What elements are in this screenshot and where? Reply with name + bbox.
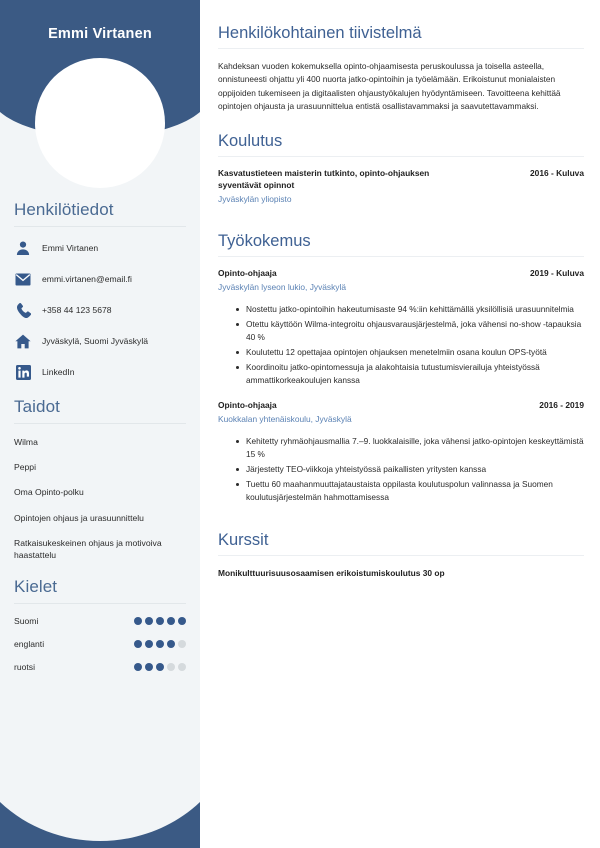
language-name: ruotsi [14, 662, 36, 673]
envelope-icon [14, 270, 32, 288]
contact-value-linkedin: LinkedIn [42, 366, 75, 377]
sidebar-personal-title: Henkilötiedot [14, 200, 114, 219]
spacer [218, 218, 584, 232]
sidebar [0, 0, 200, 848]
main-content [200, 0, 600, 848]
phone-icon [14, 301, 32, 319]
divider [218, 555, 584, 556]
course-name: Monikulttuurisuusosaamisen erikoistumiskoulutus 30 op [218, 568, 445, 579]
section-summary [218, 24, 584, 114]
divider [14, 226, 186, 227]
level-dot [134, 663, 142, 671]
entry-header [218, 168, 584, 192]
education-degree: Kasvatustieteen maisterin tutkinto, opinto-ohjauksen syventävät opinnot [218, 167, 430, 190]
spacer [218, 517, 584, 531]
experience-organization: Kuokkalan yhtenäiskoulu, Jyväskylä [218, 414, 352, 425]
language-name: englanti [14, 639, 45, 650]
sidebar-languages-title: Kielet [14, 577, 58, 597]
experience-dates: 2016 - 2019 [539, 400, 584, 411]
entry-header [218, 400, 584, 412]
contact-value-email: emmi.virtanen@email.fi [42, 273, 132, 284]
bullet-item: Otettu käyttöön Wilma-integroitu ohjausvarausjärjestelmä, joka vähensi no-show -tapauksia 40 % [236, 318, 584, 344]
profile-name [0, 26, 200, 42]
bullet-item: Tuettu 60 maahanmuuttajataustaista oppilasta koulutuspolun valinnassa ja Suomen koulutusjärjestelmän hahmottamisessa [236, 478, 584, 504]
language-row [14, 639, 186, 649]
skill-item: Oma Opinto-polku [14, 487, 84, 498]
skill-item: Wilma [14, 437, 38, 447]
language-level-dots [134, 663, 186, 671]
section-courses [218, 531, 584, 579]
sidebar-section-skills [14, 397, 186, 561]
contact-item-linkedin[interactable] [14, 363, 186, 381]
experience-title: Työkokemus [218, 232, 311, 251]
sidebar-section-personal [14, 200, 186, 381]
language-level-dots [134, 640, 186, 648]
level-dot [178, 640, 186, 648]
avatar [35, 58, 165, 188]
level-dot [178, 617, 186, 625]
level-dot [156, 640, 164, 648]
experience-entry [218, 268, 584, 387]
skill-item: Opintojen ohjaus ja urasuunnittelu [14, 512, 144, 523]
experience-bullets [218, 303, 584, 388]
level-dot [167, 640, 175, 648]
level-dot [134, 640, 142, 648]
summary-title: Henkilökohtainen tiivistelmä [218, 24, 422, 42]
bullet-item: Kehitetty ryhmäohjausmallia 7.–9. luokkalaisille, joka vähensi jatko-opintojen keskeyttämistä 15 % [236, 435, 584, 461]
experience-organization: Jyväskylän lyseon lukio, Jyväskylä [218, 282, 347, 293]
divider [14, 603, 186, 604]
level-dot [134, 617, 142, 625]
contact-item-email[interactable] [14, 270, 186, 288]
contact-value-phone: +358 44 123 5678 [42, 304, 112, 315]
person-icon [14, 239, 32, 257]
level-dot [145, 663, 153, 671]
bullet-item: Koulutettu 12 opettajaa opintojen ohjauksen menetelmiin osana koulun OPS-työtä [236, 346, 584, 359]
summary-text: Kahdeksan vuoden kokemuksella opinto-ohjaamisesta peruskoulussa ja toisella asteella, onnistuneesti ohjattu yli 400 nuorta jatko-opintoihin ja työelämään. Erikoistunut monialaisten oppijoiden tukemiseen ja digitaalisten ohjaustyökalujen hyödyntämiseen. Tavoitteena kehittää opintojen ohjausta ja urasuunnittelua entistä osallistavammaksi ja saavutettavammaksi. [218, 61, 561, 112]
divider [218, 48, 584, 49]
skill-item: Peppi [14, 462, 36, 473]
bullet-item: Koordinoitu jatko-opintomessuja ja alakohtaisia tutustumisvierailuja yhteistyössä ammattikorkeakoulujen kanssa [236, 361, 584, 387]
experience-bullets [218, 435, 584, 504]
level-dot [156, 663, 164, 671]
education-entry [218, 168, 584, 205]
sidebar-section-languages [14, 577, 186, 672]
experience-role: Opinto-ohjaaja [218, 268, 277, 279]
skill-item: Ratkaisukeskeinen ohjaus ja motivoiva haastattelu [14, 537, 162, 561]
level-dot [145, 640, 153, 648]
divider [218, 256, 584, 257]
home-icon [14, 332, 32, 350]
experience-role: Opinto-ohjaaja [218, 400, 277, 411]
courses-title: Kurssit [218, 531, 269, 550]
language-row [14, 616, 186, 626]
contact-value-name: Emmi Virtanen [42, 242, 99, 253]
sidebar-footer-shape [0, 758, 200, 848]
level-dot [156, 617, 164, 625]
contact-item-address [14, 332, 186, 350]
profile-name-text: Emmi Virtanen [48, 26, 152, 42]
bullet-item: Järjestetty TEO-viikkoja yhteistyössä paikallisten yritysten kanssa [236, 463, 584, 476]
divider [218, 156, 584, 157]
bullet-item: Nostettu jatko-opintoihin hakeutumisaste 94 %:iin kehittämällä yksilöllisiä urasuunnitelmia [236, 303, 584, 316]
level-dot [145, 617, 153, 625]
sidebar-content [0, 200, 200, 688]
language-level-dots [134, 617, 186, 625]
section-experience [218, 232, 584, 504]
experience-dates: 2019 - Kuluva [530, 268, 584, 279]
level-dot [167, 663, 175, 671]
contact-item-name [14, 239, 186, 257]
education-institution: Jyväskylän yliopisto [218, 193, 292, 204]
language-row [14, 662, 186, 672]
entry-header [218, 268, 584, 280]
level-dot [167, 617, 175, 625]
divider [14, 423, 186, 424]
language-name: Suomi [14, 616, 39, 627]
linkedin-icon [14, 363, 32, 381]
experience-entry [218, 400, 584, 504]
contact-item-phone[interactable] [14, 301, 186, 319]
section-education [218, 132, 584, 205]
contact-value-address: Jyväskylä, Suomi Jyväskylä [42, 335, 149, 346]
education-title: Koulutus [218, 131, 283, 150]
sidebar-skills-title: Taidot [14, 397, 60, 416]
level-dot [178, 663, 186, 671]
education-dates: 2016 - Kuluva [530, 167, 584, 178]
